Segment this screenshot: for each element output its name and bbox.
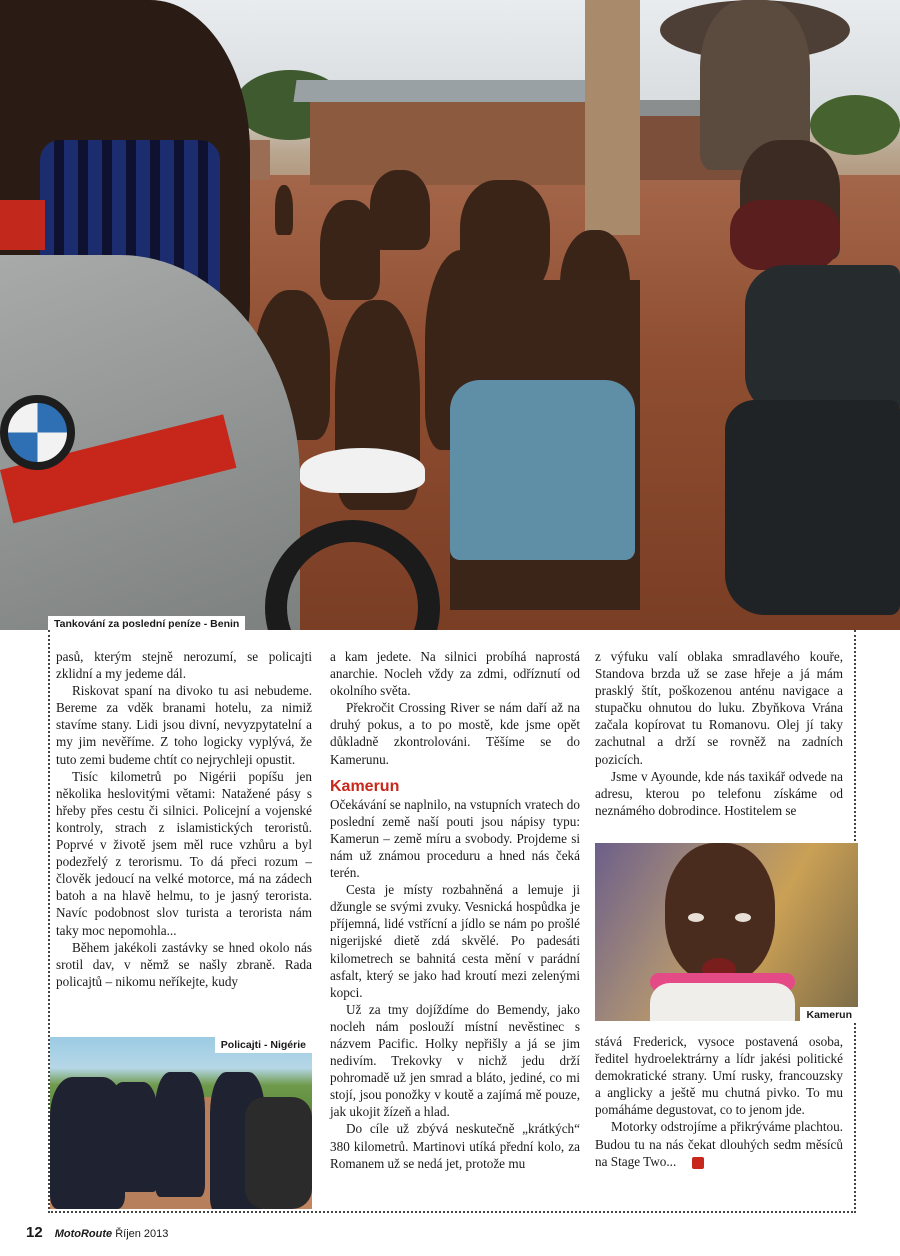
article-column-3 <box>595 648 843 819</box>
hero-caption: Tankování za poslední peníze - Benin <box>48 616 245 632</box>
paragraph: Očekávání se naplnilo, na vstupních vratech do poslední země naší pouti jsou nápisy typu: Kamerun – země míru a svobody. Projdeme si nám už známou proceduru a hned nás čeká terén. <box>330 796 580 881</box>
paragraph: Riskovat spaní na divoko tu asi nebudeme. Bereme za vděk branami hotelu, za nimiž stavíme stany. Lidi jsou divní, nevyzpytatelní a my jim nevěříme. Z toho logicky vyplývá, že tuto zemi budeme chtít co nejrychleji opustit. <box>56 683 312 767</box>
photo-policeman <box>155 1072 205 1197</box>
kid-photo-caption: Kamerun <box>800 1007 858 1023</box>
photo-roof <box>293 80 596 102</box>
photo-pole <box>585 0 640 235</box>
photo-child <box>370 170 430 250</box>
photo-child-shirt <box>450 380 635 560</box>
photo-child <box>275 185 293 235</box>
paragraph: pasů, kterým stejně nerozumí, se policajti zklidní a my jedeme dál. <box>56 649 312 682</box>
bmw-logo-icon <box>0 395 75 470</box>
photo-sleeve <box>0 200 45 250</box>
paragraph: Tisíc kilometrů po Nigérii popíšu jen několika heslovitými větami: Natažené pásy s hřeby přes cestu či silnici. Policejní a vojenské kontroly, strach z islamistických teroristů. Poprvé v životě jsem měl ruce vzhůru a byl podezřelý z terorismu. To dá přeci rozum – člověk jedoucí na velké motorce, má na zádech batoh a na hlavě helmu, to je jasný terorista. Navíc podobnost slov turista a terorista nám taky moc nepomohla... <box>56 768 312 938</box>
photo-child-shirt <box>650 983 795 1021</box>
article-column-3-continued <box>595 1033 843 1170</box>
photo-policeman <box>50 1077 125 1209</box>
paragraph: Už za tmy dojíždíme do Bemendy, jako nocleh nám poslouží místní nevěstinec s názvem Pacific. Holky nepřišly a já se jim nedivím. Trekovky v nichž jedu drží pohromadě už jen smrad a bláto, jediné, co mi stojí, jsou ponožky v koutě a zajímá mě pouze, jak ukojit žízeň a hlad. <box>330 1001 580 1120</box>
magazine-name: MotoRoute <box>54 1228 113 1240</box>
paragraph: z výfuku valí oblaka smradlavého kouře, Standova brzda už se zase hřeje a já mám prasklý štít, poškozenou anténu navigace a stupačku ohnutou do luku. Zbyňkova Vrána začala kopírovat tu Romanovu. Olej jí taky zachutnal a drží se rovněž na zadních pozicích. <box>595 649 843 767</box>
photo-eye <box>688 913 704 922</box>
paragraph: a kam jedete. Na silnici probíhá naprostá anarchie. Nocleh vždy za zdmi, odříznutí od okolního světa. <box>330 649 580 699</box>
paragraph: Do cíle už zbývá neskutečně „krátkých“ 380 kilometrů. Martinovi utíká přední kolo, za Romanem už se nedá jet, protože mu <box>330 1121 580 1171</box>
photo-eye <box>735 913 751 922</box>
paragraph <box>595 1118 843 1169</box>
paragraph: Cesta je místy rozbahněná a lemuje ji džungle se svými zvuky. Vesnická hospůdka je příjemná, lidé vstřícní a jídlo se nám po prošlé nigerijské dietě zdá skvělé. Po padesáti kilometrech se bahnitá cesta mění v parádní asfalt, který se jako had kroutí mezi zelenými kopci. <box>330 882 580 1000</box>
article-column-2 <box>330 648 580 1172</box>
photo-fender <box>300 448 425 493</box>
photo-motorcycle <box>245 1097 312 1209</box>
paragraph-text: Motorky odstrojíme a přikrýváme plachtou. Budou tu na nás čekat dlouhých sedm měsíců na Stage Two... <box>595 1119 843 1169</box>
photo-motorcycle <box>730 200 840 270</box>
kid-photo <box>595 843 858 1021</box>
photo-luggage <box>745 265 900 415</box>
police-photo-caption: Policajti - Nigérie <box>215 1037 312 1053</box>
article-column-1 <box>56 648 312 990</box>
paragraph: stává Frederick, vysoce postavená osoba, ředitel hydroelektrárny a lídr jakési politické demokratické strany. Umí rusky, francouzsky a anglicky a ještě mu chutná pivko. To mu pomáháme degustovat, co to jenom jde. <box>595 1034 843 1118</box>
photo-tree <box>810 95 900 155</box>
issue-date: Říjen 2013 <box>115 1228 169 1240</box>
page-footer <box>26 1226 168 1241</box>
paragraph: Jsme v Ayounde, kde nás taxikář odvede na adresu, kterou po telefonu získáme od neznámého dobrodince. Hostitelem se <box>595 768 843 818</box>
police-photo <box>50 1037 312 1209</box>
paragraph: Překročit Crossing River se nám daří až na druhý pokus, a to po mostě, kde jsme opět důkladně zkontrolováni. Těšíme se do Kamerunu. <box>330 700 580 767</box>
end-mark-icon: M <box>692 1157 704 1169</box>
paragraph: Během jakékoli zastávky se hned okolo nás srotil dav, v němž se našly zbraně. Rada policajtů – nikomu neříkejte, kudy <box>56 939 312 989</box>
section-heading: Kamerun <box>330 777 400 795</box>
photo-luggage <box>725 400 900 615</box>
page-number: 12 <box>26 1224 43 1241</box>
